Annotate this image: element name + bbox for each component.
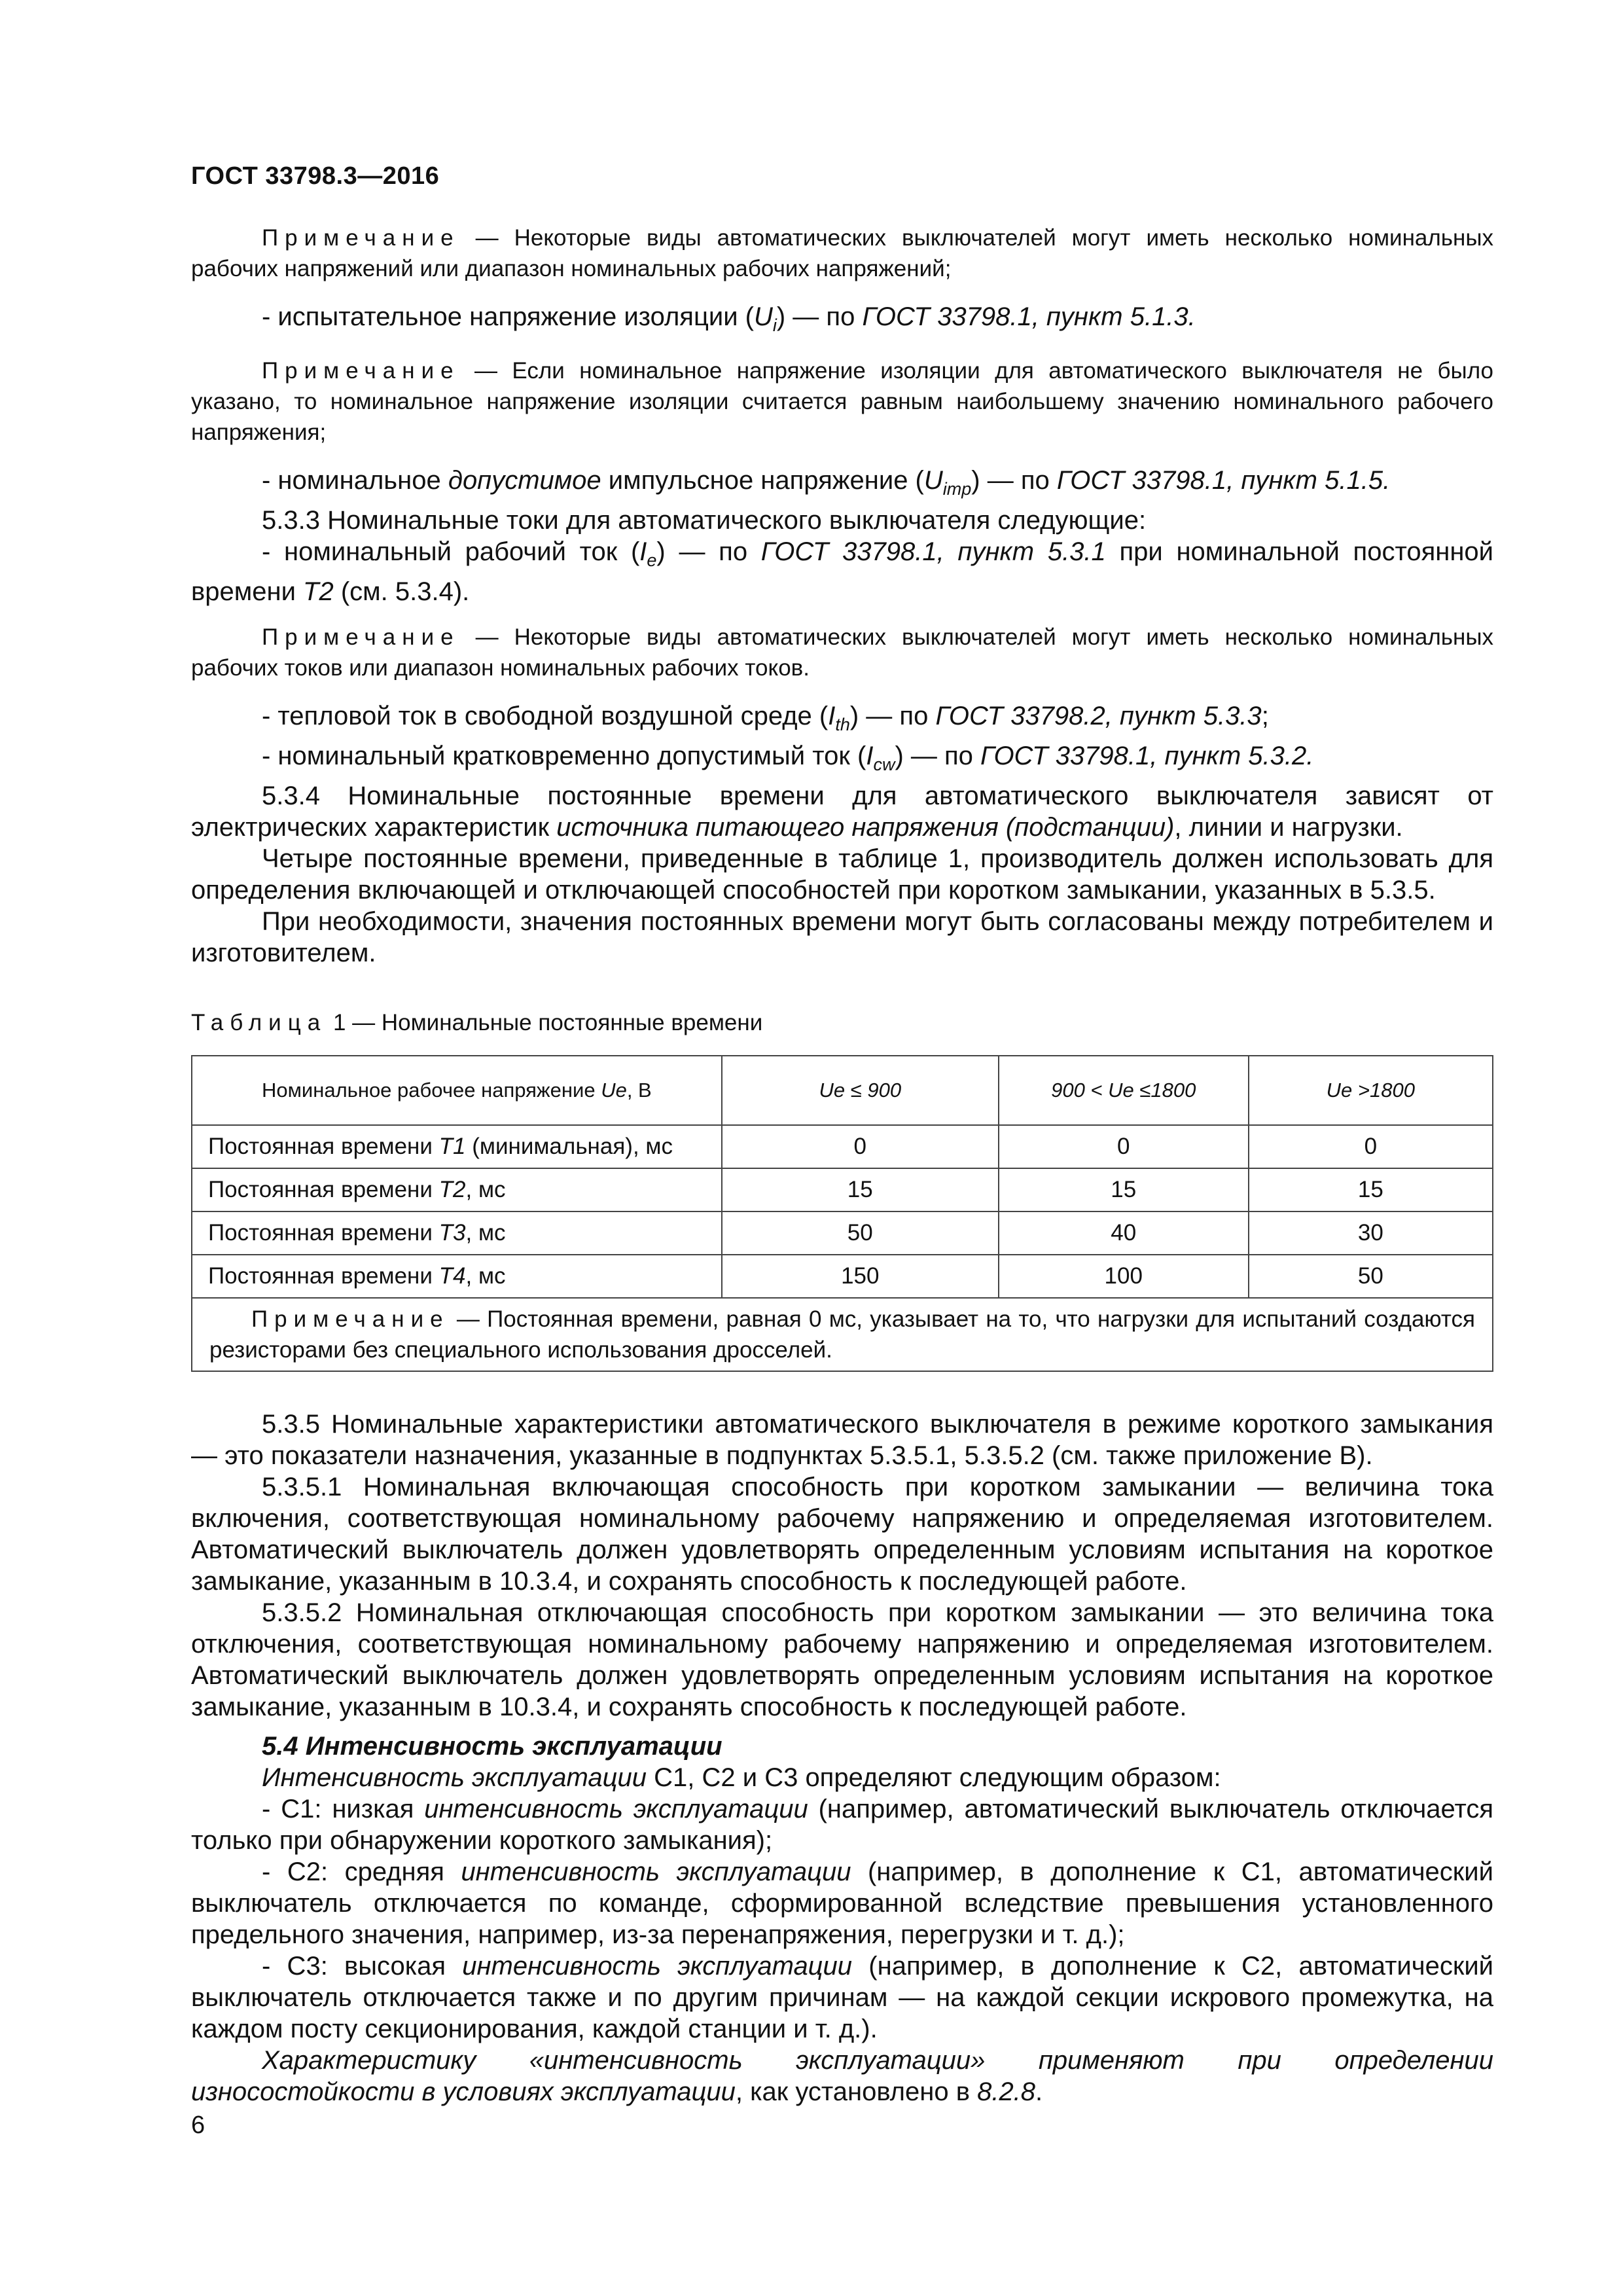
symbol: Т3 <box>438 1220 466 1246</box>
paragraph <box>191 780 1493 843</box>
text: ) — по <box>895 742 981 770</box>
reference: ГОСТ 33798.2, пункт 5.3.3 <box>935 702 1262 730</box>
paragraph <box>191 1950 1493 2045</box>
text: импульсное напряжение ( <box>601 466 924 495</box>
table-row <box>192 1125 1493 1168</box>
text: - номинальный кратковременно допустимый ток ( <box>262 742 866 770</box>
table-cell: 0 <box>722 1125 999 1168</box>
italic-text: допустимое <box>448 466 601 495</box>
symbol: U <box>923 466 943 495</box>
reference: ГОСТ 33798.1, пункт 5.1.5. <box>1056 466 1391 495</box>
reference: ГОСТ 33798.1, пункт 5.3.2. <box>980 742 1314 770</box>
italic-text: источника питающего напряжения (подстанции) <box>556 813 1175 842</box>
subscript: e <box>647 550 657 570</box>
text: , как установлено в <box>735 2077 978 2106</box>
text: - С3: высокая <box>262 1952 463 1981</box>
table-row <box>192 1211 1493 1255</box>
text: - испытательное напряжение изоляции ( <box>262 302 754 331</box>
text: - С2: средняя <box>262 1857 461 1886</box>
table-cell <box>192 1125 722 1168</box>
subscript: cw <box>873 755 895 774</box>
text: при номинальной постоянной времени <box>191 537 1493 606</box>
note-label: Примечание <box>262 358 460 384</box>
paragraph: 5.3.5.1 Номинальная включающая способность при коротком замыкании — величина тока включения, соответствующая номинальному рабочему напряжению и определяемая изготовителем. Автоматический выключатель должен удовлетворять определенным условиям испытания на короткое замыкание, указанным в 10.3.4, и сохранять способность к последующей работе. <box>191 1473 1493 1596</box>
paragraph: Четыре постоянные времени, приведенные в таблице 1, производитель должен использовать для определения включающей и отключающей способностей при коротком замыкании, указанных в 5.3.5. <box>191 844 1493 905</box>
table-cell: 15 <box>1249 1168 1493 1211</box>
paragraph: При необходимости, значения постоянных времени могут быть согласованы между потребителем и изготовителем. <box>191 907 1493 967</box>
symbol: Ue <box>601 1079 627 1102</box>
section-heading: 5.4 Интенсивность эксплуатации <box>262 1732 722 1761</box>
italic-text: интенсивность эксплуатации <box>424 1795 808 1823</box>
paragraph <box>191 1793 1493 1856</box>
reference: ГОСТ 33798.1, пункт 5.1.3. <box>862 302 1196 331</box>
paragraph: 5.3.3 Номинальные токи для автоматического выключателя следующие: <box>262 506 1147 535</box>
subscript: imp <box>942 479 972 499</box>
table-cell: 0 <box>999 1125 1249 1168</box>
paragraph <box>191 2045 1493 2108</box>
text: - номинальное <box>262 466 448 495</box>
paragraph <box>191 536 1493 607</box>
table-header-cell: Ue ≤ 900 <box>722 1056 999 1125</box>
note-label: Примечание <box>251 1306 450 1332</box>
symbol: I <box>639 537 647 566</box>
text: - номинальный рабочий ток ( <box>262 537 640 566</box>
note-text: — Постоянная времени, равная 0 мс, указывает на то, что нагрузки для испытаний создаются резисторами без специального использования дросселей. <box>209 1306 1475 1363</box>
table-cell: 30 <box>1249 1211 1493 1255</box>
paragraph <box>191 465 1493 505</box>
text: ) — по <box>776 302 863 331</box>
text: (минимальная), мс <box>465 1134 673 1159</box>
section-535 <box>191 1408 1493 2108</box>
paragraph: 5.3.5 Номинальные характеристики автоматического выключателя в режиме короткого замыкания — это показатели назначения, указанные в подпунктах 5.3.5.1, 5.3.5.2 (см. также приложение В). <box>191 1410 1493 1470</box>
text: . <box>1035 2077 1043 2106</box>
text: (например, в дополнение к С2, автоматический выключатель отключается также и по другим причинам — на каждой секции искрового промежутка, на каждом посту секционирования, каждой станции и т. д.). <box>191 1952 1494 2043</box>
paragraph <box>191 1856 1493 1950</box>
note-label: Примечание <box>262 225 460 251</box>
table-cell: 50 <box>1249 1255 1493 1298</box>
text: Постоянная времени <box>208 1134 439 1159</box>
note-text: — Если номинальное напряжение изоляции для автоматического выключателя не было указано, то номинальное напряжение изоляции считается равным наибольшему значению номинального рабочего напряжения; <box>191 358 1493 445</box>
text: Постоянная времени <box>208 1177 439 1202</box>
note-text: — Некоторые виды автоматических выключателей могут иметь несколько номинальных рабочих токов или диапазон номинальных рабочих токов. <box>191 624 1494 681</box>
table-note-cell <box>192 1298 1493 1371</box>
table-row <box>192 1255 1493 1298</box>
table-cell: 40 <box>999 1211 1249 1255</box>
symbol: I <box>828 702 836 730</box>
table-caption-text: 1 — Номинальные постоянные времени <box>332 1010 763 1035</box>
table-cell <box>192 1255 722 1298</box>
reference: 8.2.8 <box>977 2077 1036 2106</box>
text: 5.3.4 Номинальные постоянные времени для автоматического выключателя зависят от электрических характеристик <box>191 781 1493 842</box>
symbol: Т2 <box>438 1177 466 1202</box>
subscript: i <box>772 315 777 335</box>
text: (см. 5.3.4). <box>333 577 470 606</box>
italic-text: Характеристику «интенсивность эксплуатации» применяют при определении износостойкости в условиях эксплуатации <box>191 2046 1493 2106</box>
symbol: Т2 <box>303 577 334 606</box>
text: - С1: низкая <box>262 1795 425 1823</box>
note-paragraph <box>191 622 1493 683</box>
symbol: I <box>866 742 874 770</box>
table-cell: 0 <box>1249 1125 1493 1168</box>
table-cell: 50 <box>722 1211 999 1255</box>
table-note-row <box>192 1298 1493 1371</box>
text: - тепловой ток в свободной воздушной среде ( <box>262 702 829 730</box>
text: , мс <box>465 1177 506 1202</box>
paragraph <box>191 301 1493 341</box>
table-row <box>192 1168 1493 1211</box>
reference: ГОСТ 33798.1, пункт 5.3.1 <box>760 537 1106 566</box>
note-paragraph <box>191 355 1493 448</box>
text: , В <box>626 1079 652 1102</box>
table-cell: 150 <box>722 1255 999 1298</box>
paragraph: 5.3.5.2 Номинальная отключающая способность при коротком замыкании — это величина тока отключения, соответствующая номинальному рабочему напряжению и определяемая изготовителем. Автоматический выключатель должен удовлетворять определенным условиям испытания на короткое замыкание, указанным в 10.3.4, и сохранять способность к последующей работе. <box>191 1598 1493 1721</box>
text: ) — по <box>849 702 936 730</box>
text: (например, автоматический выключатель отключается только при обнаружении короткого замыкания); <box>191 1795 1494 1855</box>
time-constants-table <box>191 1055 1493 1372</box>
table-cell <box>192 1168 722 1211</box>
table-header-cell: 900 < Ue ≤1800 <box>999 1056 1249 1125</box>
note-label: Примечание <box>262 624 460 650</box>
symbol: Т4 <box>438 1263 466 1289</box>
text: , линии и нагрузки. <box>1174 813 1403 842</box>
text: ) — по <box>656 537 761 566</box>
table-caption-label: Таблица <box>191 1010 327 1035</box>
paragraph <box>191 740 1493 780</box>
note-paragraph <box>191 223 1493 284</box>
table-header-cell <box>192 1056 722 1125</box>
page-number: 6 <box>191 2111 205 2139</box>
text: , мс <box>465 1220 506 1246</box>
text: ; <box>1261 702 1269 730</box>
text: Постоянная времени <box>208 1220 439 1246</box>
text: ) — по <box>971 466 1057 495</box>
text: С1, С2 и С3 определяют следующим образом: <box>647 1763 1221 1792</box>
table-cell <box>192 1211 722 1255</box>
table-cell: 100 <box>999 1255 1249 1298</box>
table-header-cell: Ue >1800 <box>1249 1056 1493 1125</box>
text: (например, в дополнение к С1, автоматический выключатель отключается по команде, сформированной вследствие превышения установленного предельного значения, например, из-за перенапряжения, перегрузки и т. д.); <box>191 1857 1493 1949</box>
text: Номинальное рабочее напряжение <box>261 1079 601 1102</box>
table-caption <box>191 1008 1493 1038</box>
symbol: U <box>753 302 773 331</box>
document-body <box>191 223 1493 2108</box>
subscript: th <box>835 715 850 734</box>
table-cell: 15 <box>722 1168 999 1211</box>
text: , мс <box>465 1263 506 1289</box>
italic-text: интенсивность эксплуатации <box>461 1857 851 1886</box>
text: Постоянная времени <box>208 1263 439 1289</box>
document-header: ГОСТ 33798.3—2016 <box>191 162 440 190</box>
paragraph <box>191 1762 1493 1793</box>
symbol: Т1 <box>438 1134 466 1159</box>
table-header-row <box>192 1056 1493 1125</box>
note-text: — Некоторые виды автоматических выключателей могут иметь несколько номинальных рабочих напряжений или диапазон номинальных рабочих напряжений; <box>191 225 1494 281</box>
paragraph <box>191 700 1493 740</box>
italic-text: Интенсивность эксплуатации <box>262 1763 647 1792</box>
table-cell: 15 <box>999 1168 1249 1211</box>
italic-text: интенсивность эксплуатации <box>462 1952 853 1981</box>
